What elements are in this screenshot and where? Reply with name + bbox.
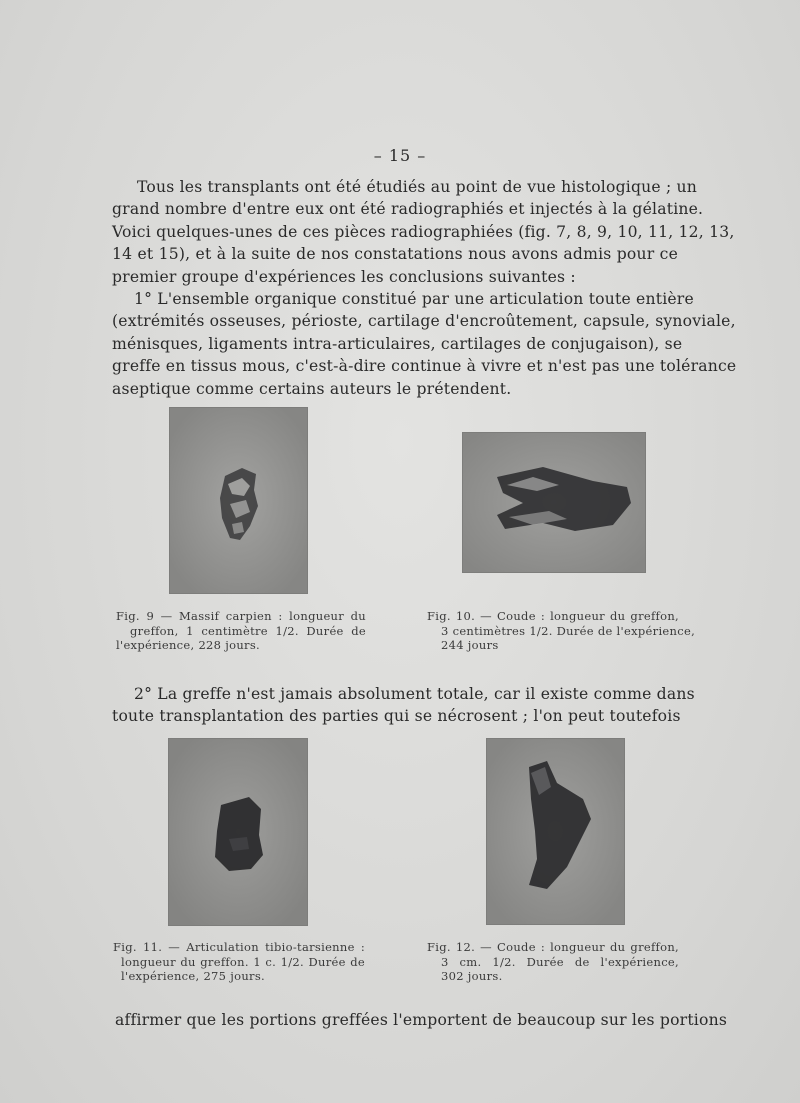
caption-line: Fig. 12. — Coude : longueur du greffon, [427, 940, 679, 954]
text-line: greffe en tissus mous, c'est-à-dire continue à vivre et n'est pas une tolérance [112, 357, 737, 376]
text-line: premier groupe d'expériences les conclusions suivantes : [112, 267, 576, 286]
figure-9-caption [116, 609, 366, 653]
caption-line: 3 centimètres 1/2. Durée de l'expérience, [441, 623, 696, 638]
figure-11-caption [113, 940, 365, 984]
paragraph-conclusion-1 [112, 288, 737, 400]
text-line: ménisques, ligaments intra-articulaires, cartilages de conjugaison), se [112, 334, 683, 353]
caption-line: 244 jours [441, 638, 499, 652]
paragraph-continuation [115, 1009, 728, 1031]
caption-line: Fig. 11. — Articulation tibio-tarsienne : [113, 940, 365, 954]
caption-line: Fig. 10. — Coude : longueur du greffon, [427, 609, 679, 623]
text-line: Tous les transplants ont été étudiés au point de vue histologique ; un [137, 178, 698, 196]
specimen-image [487, 739, 624, 924]
specimen-image [169, 739, 307, 925]
text-line: Voici quelques-unes de ces pièces radiographiées (fig. 7, 8, 9, 10, 11, 12, 13, [112, 222, 735, 241]
page-number: – 15 – [373, 146, 427, 165]
paragraph-intro [112, 176, 735, 288]
figure-9-radiograph [169, 407, 308, 594]
caption-line: l'expérience, 275 jours. [121, 969, 265, 983]
text-line: affirmer que les portions greffées l'emportent de beaucoup sur les portions [115, 1011, 728, 1029]
figure-12-caption [427, 940, 679, 984]
text-line: toute transplantation des parties qui se nécrosent ; l'on peut toutefois [112, 707, 681, 726]
figure-10-radiograph [462, 432, 646, 573]
figure-11-radiograph [168, 738, 308, 926]
text-line: grand nombre d'entre eux ont été radiographiés et injectés à la gélatine. [112, 200, 704, 219]
text-line: 2° La greffe n'est jamais absolument totale, car il existe comme dans [134, 685, 695, 703]
caption-line: Fig. 9 — Massif carpien : longueur du [116, 609, 366, 623]
text-line: (extrémités osseuses, périoste, cartilage d'encroûtement, capsule, synoviale, [112, 312, 736, 331]
specimen-image [463, 433, 645, 572]
figure-12-radiograph [486, 738, 625, 925]
caption-line: greffon, 1 centimètre 1/2. Durée de [130, 623, 366, 638]
text-line: 1° L'ensemble organique constitué par une articulation toute entière [134, 290, 694, 308]
caption-line: longueur du greffon. 1 c. 1/2. Durée de [121, 954, 365, 969]
caption-line: l'expérience, 228 jours. [116, 638, 260, 652]
paragraph-conclusion-2 [112, 683, 695, 728]
text-line: 14 et 15), et à la suite de nos constatations nous avons admis pour ce [112, 245, 678, 264]
text-line: aseptique comme certains auteurs le prétendent. [112, 379, 512, 398]
caption-line: 3 cm. 1/2. Durée de l'expérience, [441, 954, 679, 969]
caption-line: 302 jours. [441, 969, 503, 983]
figure-10-caption [427, 609, 696, 653]
specimen-image [170, 408, 307, 593]
